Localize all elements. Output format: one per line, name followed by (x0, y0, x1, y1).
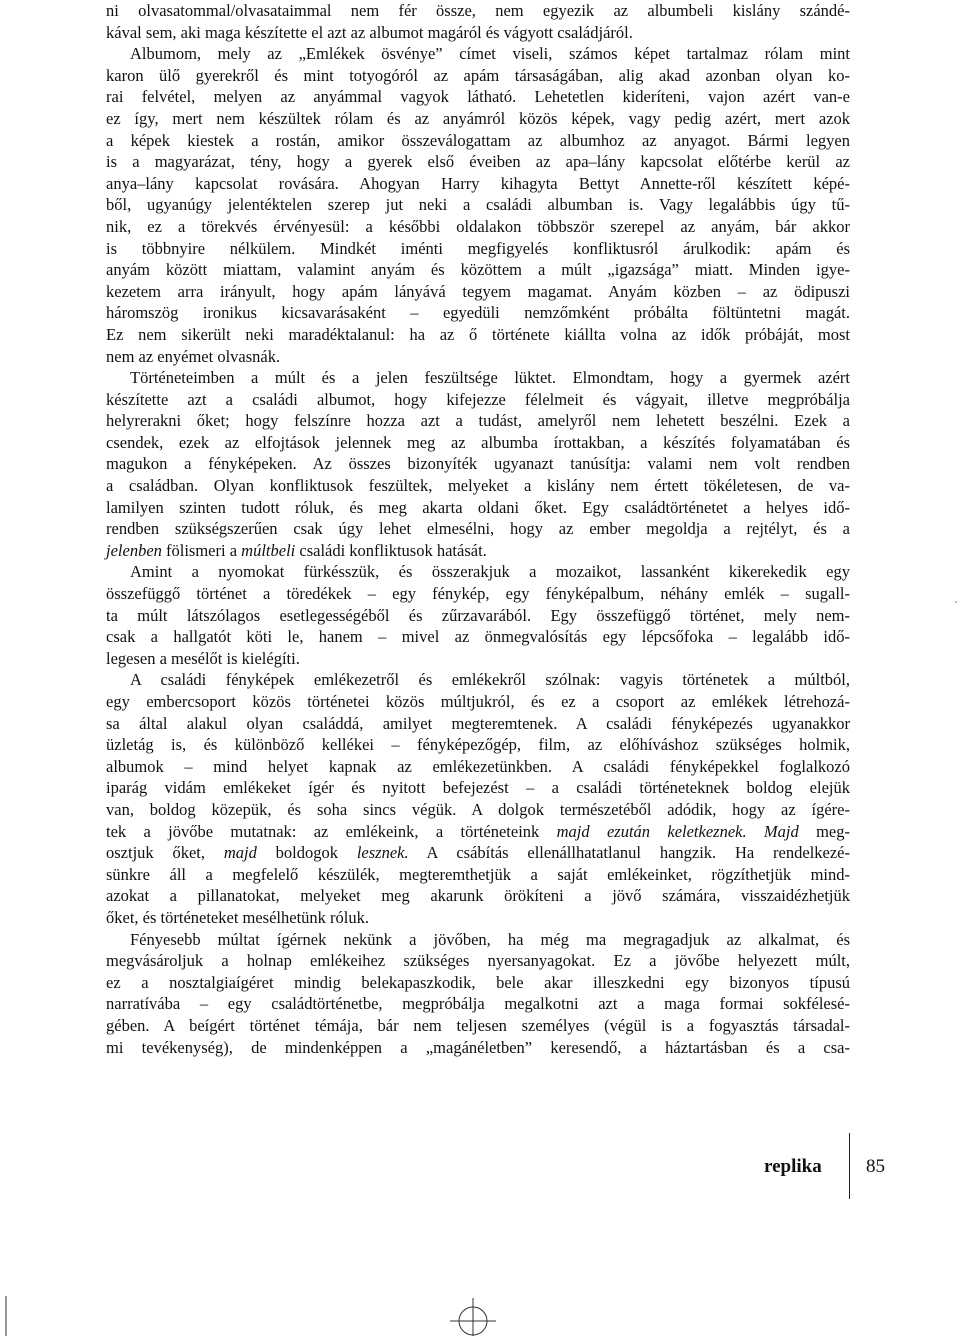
text-run: tek a jövőbe mutatnak: az emlékeink, a történeteink (106, 821, 557, 841)
text-run: egy embercsoport közös történetei közös múltjukról, és ez a csoport az emlékek létrehozá- (106, 692, 850, 711)
text-line (106, 151, 850, 173)
text-line (106, 238, 850, 260)
text-line (106, 626, 850, 648)
text-run: kával sem, aki maga készítette el azt az albumot magáról és vágyott családjáról. (106, 22, 633, 42)
text-line (106, 324, 850, 346)
text-run: készítette azt a családi albumot, hogy kifejezze félelmeit és vágyait, illetve megpróbálja (106, 389, 850, 409)
text-run: ez a nosztalgiaígéret mindig belekapaszkodik, bele akar illeszkedni egy bizonyos típusú (106, 972, 850, 992)
text-run: ből, ugyanúgy jelentéktelen szerep jut neki a családi albumban is. Vagy legalábbis úgy tű- (106, 195, 850, 215)
text-run: lamilyen szinten tudott róluk, és meg akarta oldani őket. Egy családtörténetet a helyes idő- (106, 497, 850, 517)
text-line (106, 885, 850, 907)
italic-text: múltbeli (241, 540, 296, 560)
text-run: csak a hallgatót köti le, hanem – mivel az önmegvalósítás egy lépcsőfoka – legalább idő- (106, 627, 850, 647)
text-run: Történeteimben a múlt és a jelen feszültsége lüktet. Elmondtam, hogy a gyermek azért (130, 368, 850, 388)
text-line (106, 108, 850, 130)
text-line (106, 497, 850, 519)
text-line (106, 1037, 850, 1059)
page-number: 85 (866, 1156, 885, 1177)
text-run: sa által alakul olyan családdá, amilyet megteremtenek. A családi fényképezés ugyanakkor (106, 713, 850, 733)
text-run: kezetem arra irányult, hogy apám lányává tegyem magamat. Anyám közben – az ödipuszi (106, 281, 850, 301)
text-line (106, 950, 850, 972)
text-line (106, 864, 850, 886)
text-run: rai felvétel, melyen az anyámmal vagyok látható. Lehetetlen kideríteni, vajon azért van-e (106, 87, 850, 107)
text-run: Fényesebb múltat ígérnek nekünk a jövőben, ha még ma megragadjuk az alkalmat, és (130, 929, 850, 949)
text-line (106, 281, 850, 303)
footer-divider (849, 1133, 850, 1199)
text-run: Ez nem sikerült neki maradéktalanul: ha az ő története kiállta volna az idők próbáját, most (106, 324, 850, 344)
crop-mark-icon (0, 1296, 12, 1336)
text-run: anya–lány kapcsolat rovására. Ahogyan Harry kihagyta Bettyt Annette-ről készített képé- (106, 173, 850, 193)
text-run: van, boldog közepük, és soha sincs végük. A dolgok természetéből adódik, hogy az ígére- (106, 799, 850, 819)
text-line (106, 130, 850, 152)
text-run: a képek kiestek a rostán, amikor összeválogattam az albumhoz az anyagot. Bármi legyen (106, 130, 850, 150)
text-run: helyrerakni őket; hogy felszínre hozza azt a tudást, amelyről nem lehetett beszélni. Ezek a (106, 411, 850, 431)
text-line (106, 929, 850, 951)
text-run: rendben szükségszerűen csak úgy lehet elmesélni, hogy az ember megoldja a rejtélyt, és a (106, 519, 850, 539)
text-line (106, 907, 850, 929)
text-line (106, 648, 850, 670)
text-run: karon ülő gyerekről és mint totyogóról az apám társaságában, alig akad azonban olyan ko- (106, 65, 850, 85)
journal-name: replika (764, 1156, 822, 1177)
text-line (106, 410, 850, 432)
body-text (106, 0, 850, 1058)
text-line (106, 367, 850, 389)
text-run: narratívába – egy családtörténetbe, megpróbálja megalkotni azt a maga formai sokfélesé- (106, 994, 850, 1014)
text-run: A csábítás ellenállhatatlanul hangzik. Ha rendelkezé- (408, 843, 850, 863)
text-line (106, 43, 850, 65)
text-line (106, 605, 850, 627)
italic-text: majd (223, 843, 257, 863)
text-run: mi tevékenység), de mindenképpen a „magánéletben” keresendő, a háztartásban és a csa- (106, 1037, 850, 1057)
text-line (106, 777, 850, 799)
text-line (106, 86, 850, 108)
text-line (106, 22, 850, 44)
text-line (106, 734, 850, 756)
text-run: A családi fényképek emlékezetről és emlékekről szólnak: vagyis történetek a múltból, (130, 670, 850, 690)
text-run: osztjuk őket, (106, 843, 224, 863)
speck (955, 601, 957, 603)
italic-text: majd ezután keletkeznek. Majd (556, 821, 799, 841)
text-line (106, 389, 850, 411)
text-line (106, 432, 850, 454)
italic-text: jelenben (106, 540, 162, 560)
text-line (106, 561, 850, 583)
text-run: őket, és történeteket mesélhetünk róluk. (106, 907, 370, 927)
text-run: a családban. Olyan konfliktusok feszültek, melyeket a kislány nem értett tökéletesen, de va- (106, 476, 850, 496)
text-run: is többnyire nélkülem. Mindkét iménti megfigyelés konfliktusról árulkodik: apám és (106, 238, 850, 258)
text-run: meg- (798, 821, 850, 841)
text-line (106, 0, 850, 22)
text-line (106, 669, 850, 691)
text-line (106, 540, 850, 562)
text-line (106, 346, 850, 368)
text-run: ta múlt látszólagos esetlegességéből és zűrzavarából. Egy összefüggő történet, mely nem- (106, 605, 850, 625)
text-run: boldogok (256, 843, 357, 863)
text-run: nem az enyémet olvasnák. (106, 346, 281, 366)
text-run: családi konfliktusok hatását. (295, 540, 487, 560)
text-run: Albumom, mely az „Emlékek ösvénye” címet viseli, számos képet tartalmaz rólam mint (130, 44, 850, 64)
text-line (106, 259, 850, 281)
text-run: ni olvasatommal/olvasataimmal nem fér össze, nem egyezik az albumbeli kislány szándé- (106, 1, 850, 20)
text-line (106, 216, 850, 238)
text-run: Amint a nyomokat fürkésszük, és összerakjuk a mozaikot, lassanként kikerekedik egy (130, 562, 850, 582)
text-line (106, 65, 850, 87)
text-run: legesen a mesélőt is kielégíti. (106, 648, 300, 668)
text-line (106, 475, 850, 497)
text-run: fölismeri a (161, 540, 242, 560)
text-run: összefüggő történet a töredékek – egy fénykép, egy fényképalbum, néhány emlék – sugall- (106, 584, 850, 604)
text-line (106, 194, 850, 216)
text-run: iparág vidám emlékeket ígér és nyitott befejezést – a családi történeteknek boldog elejük (106, 778, 850, 798)
text-run: üzletág is, és különböző kellékei – fényképezőgép, film, az előhíváshoz szükséges holmik, (106, 735, 850, 755)
text-line (106, 821, 850, 843)
text-line (106, 713, 850, 735)
text-line (106, 583, 850, 605)
text-run: csendek, ezek az elfojtások jelennek meg az albumba írottakban, a készítés folyamatában és (106, 432, 850, 452)
text-run: is a magyarázat, tény, hogy a gyerek első éveiben az apa–lány kapcsolat előtérbe kerül az (106, 152, 850, 172)
text-run: magukon a fényképeken. Az összes bizonyíték ugyanazt tanúsítja: valami nem volt rendben (106, 454, 850, 474)
text-line (106, 993, 850, 1015)
text-run: sünkre áll a megfelelő készülék, megteremthetjük a saját emlékeinket, rögzíthetjük mind- (106, 864, 850, 884)
text-line (106, 756, 850, 778)
registration-mark-icon (450, 1298, 496, 1336)
text-run: ez így, mert nem készültek rólam és az anyámról közös képek, vagy pedig azért, mert azok (106, 108, 850, 128)
text-line (106, 972, 850, 994)
text-line (106, 1015, 850, 1037)
text-run: nik, ez a törekvés érvényesül: a későbbi oldalakon többször szerepel az anyám, bár akkor (106, 216, 850, 236)
italic-text: lesznek. (356, 843, 409, 863)
text-line (106, 302, 850, 324)
text-line (106, 691, 850, 713)
text-line (106, 842, 850, 864)
text-run: azokat a pillanatokat, melyeket meg akarunk örökíteni a jövő számára, visszaidézhetjük (106, 886, 850, 906)
text-line (106, 173, 850, 195)
text-run: gében. A beígért történet témája, bár nem teljesen személyes (végül is a fogyasztás társadal- (106, 1015, 850, 1035)
text-run: megvásároljuk a holnap emlékeihez szükséges nyersanyagokat. Ez a jövőbe helyezett múlt, (106, 951, 850, 971)
text-run: albumok – mind helyet kapnak az emlékezetünkben. A családi fényképekkel foglalkozó (106, 756, 850, 776)
text-line (106, 518, 850, 540)
text-line (106, 453, 850, 475)
text-line (106, 799, 850, 821)
text-run: háromszög ironikus kicsavarásaként – egyedüli nemzőmként próbálta föltüntetni magát. (106, 303, 850, 323)
text-run: anyám között miattam, valamint anyám és közöttem a múlt „igazsága” miatt. Minden igye- (106, 260, 850, 280)
